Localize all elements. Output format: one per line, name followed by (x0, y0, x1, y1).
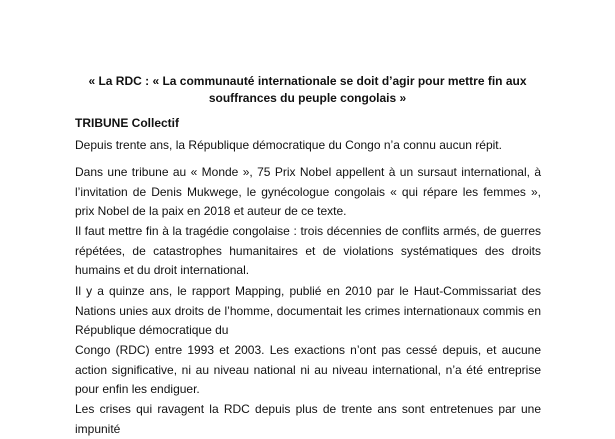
paragraph: Depuis trente ans, la République démocratique du Congo n’a connu aucun répit. (75, 138, 502, 152)
article-subheading: TRIBUNE Collectif (75, 116, 180, 130)
article-title: « La RDC : « La communauté internationale se doit d’agir pour mettre fin aux souffrances du peuple congolais » (88, 74, 527, 105)
paragraph: Les crises qui ravagent la RDC depuis plus de trente ans sont entretenues par une impunité (75, 402, 541, 436)
paragraph: Il y a quinze ans, le rapport Mapping, publié en 2010 par le Haut-Commissariat des Nations unies aux droits de l’homme, documentait les crimes internationaux commis en République démocratique du (75, 284, 541, 337)
paragraph: Il faut mettre fin à la tragédie congolaise : trois décennies de conflits armés, de guerres répétées, de catastrophes humanitaires et de violations systématiques des droits humains et du droit international. (75, 224, 541, 277)
paragraph: Congo (RDC) entre 1993 et 2003. Les exactions n’ont pas cessé depuis, et aucune action significative, ni au niveau national ni au niveau international, n’a été entreprise pour enfin les endiguer. (75, 343, 541, 396)
paragraph: Dans une tribune au « Monde », 75 Prix Nobel appellent à un sursaut international, à l’invitation de Denis Mukwege, le gynécologue congolais « qui répare les femmes », prix Nobel de la paix en 2018 et auteur de ce texte. (75, 165, 541, 218)
